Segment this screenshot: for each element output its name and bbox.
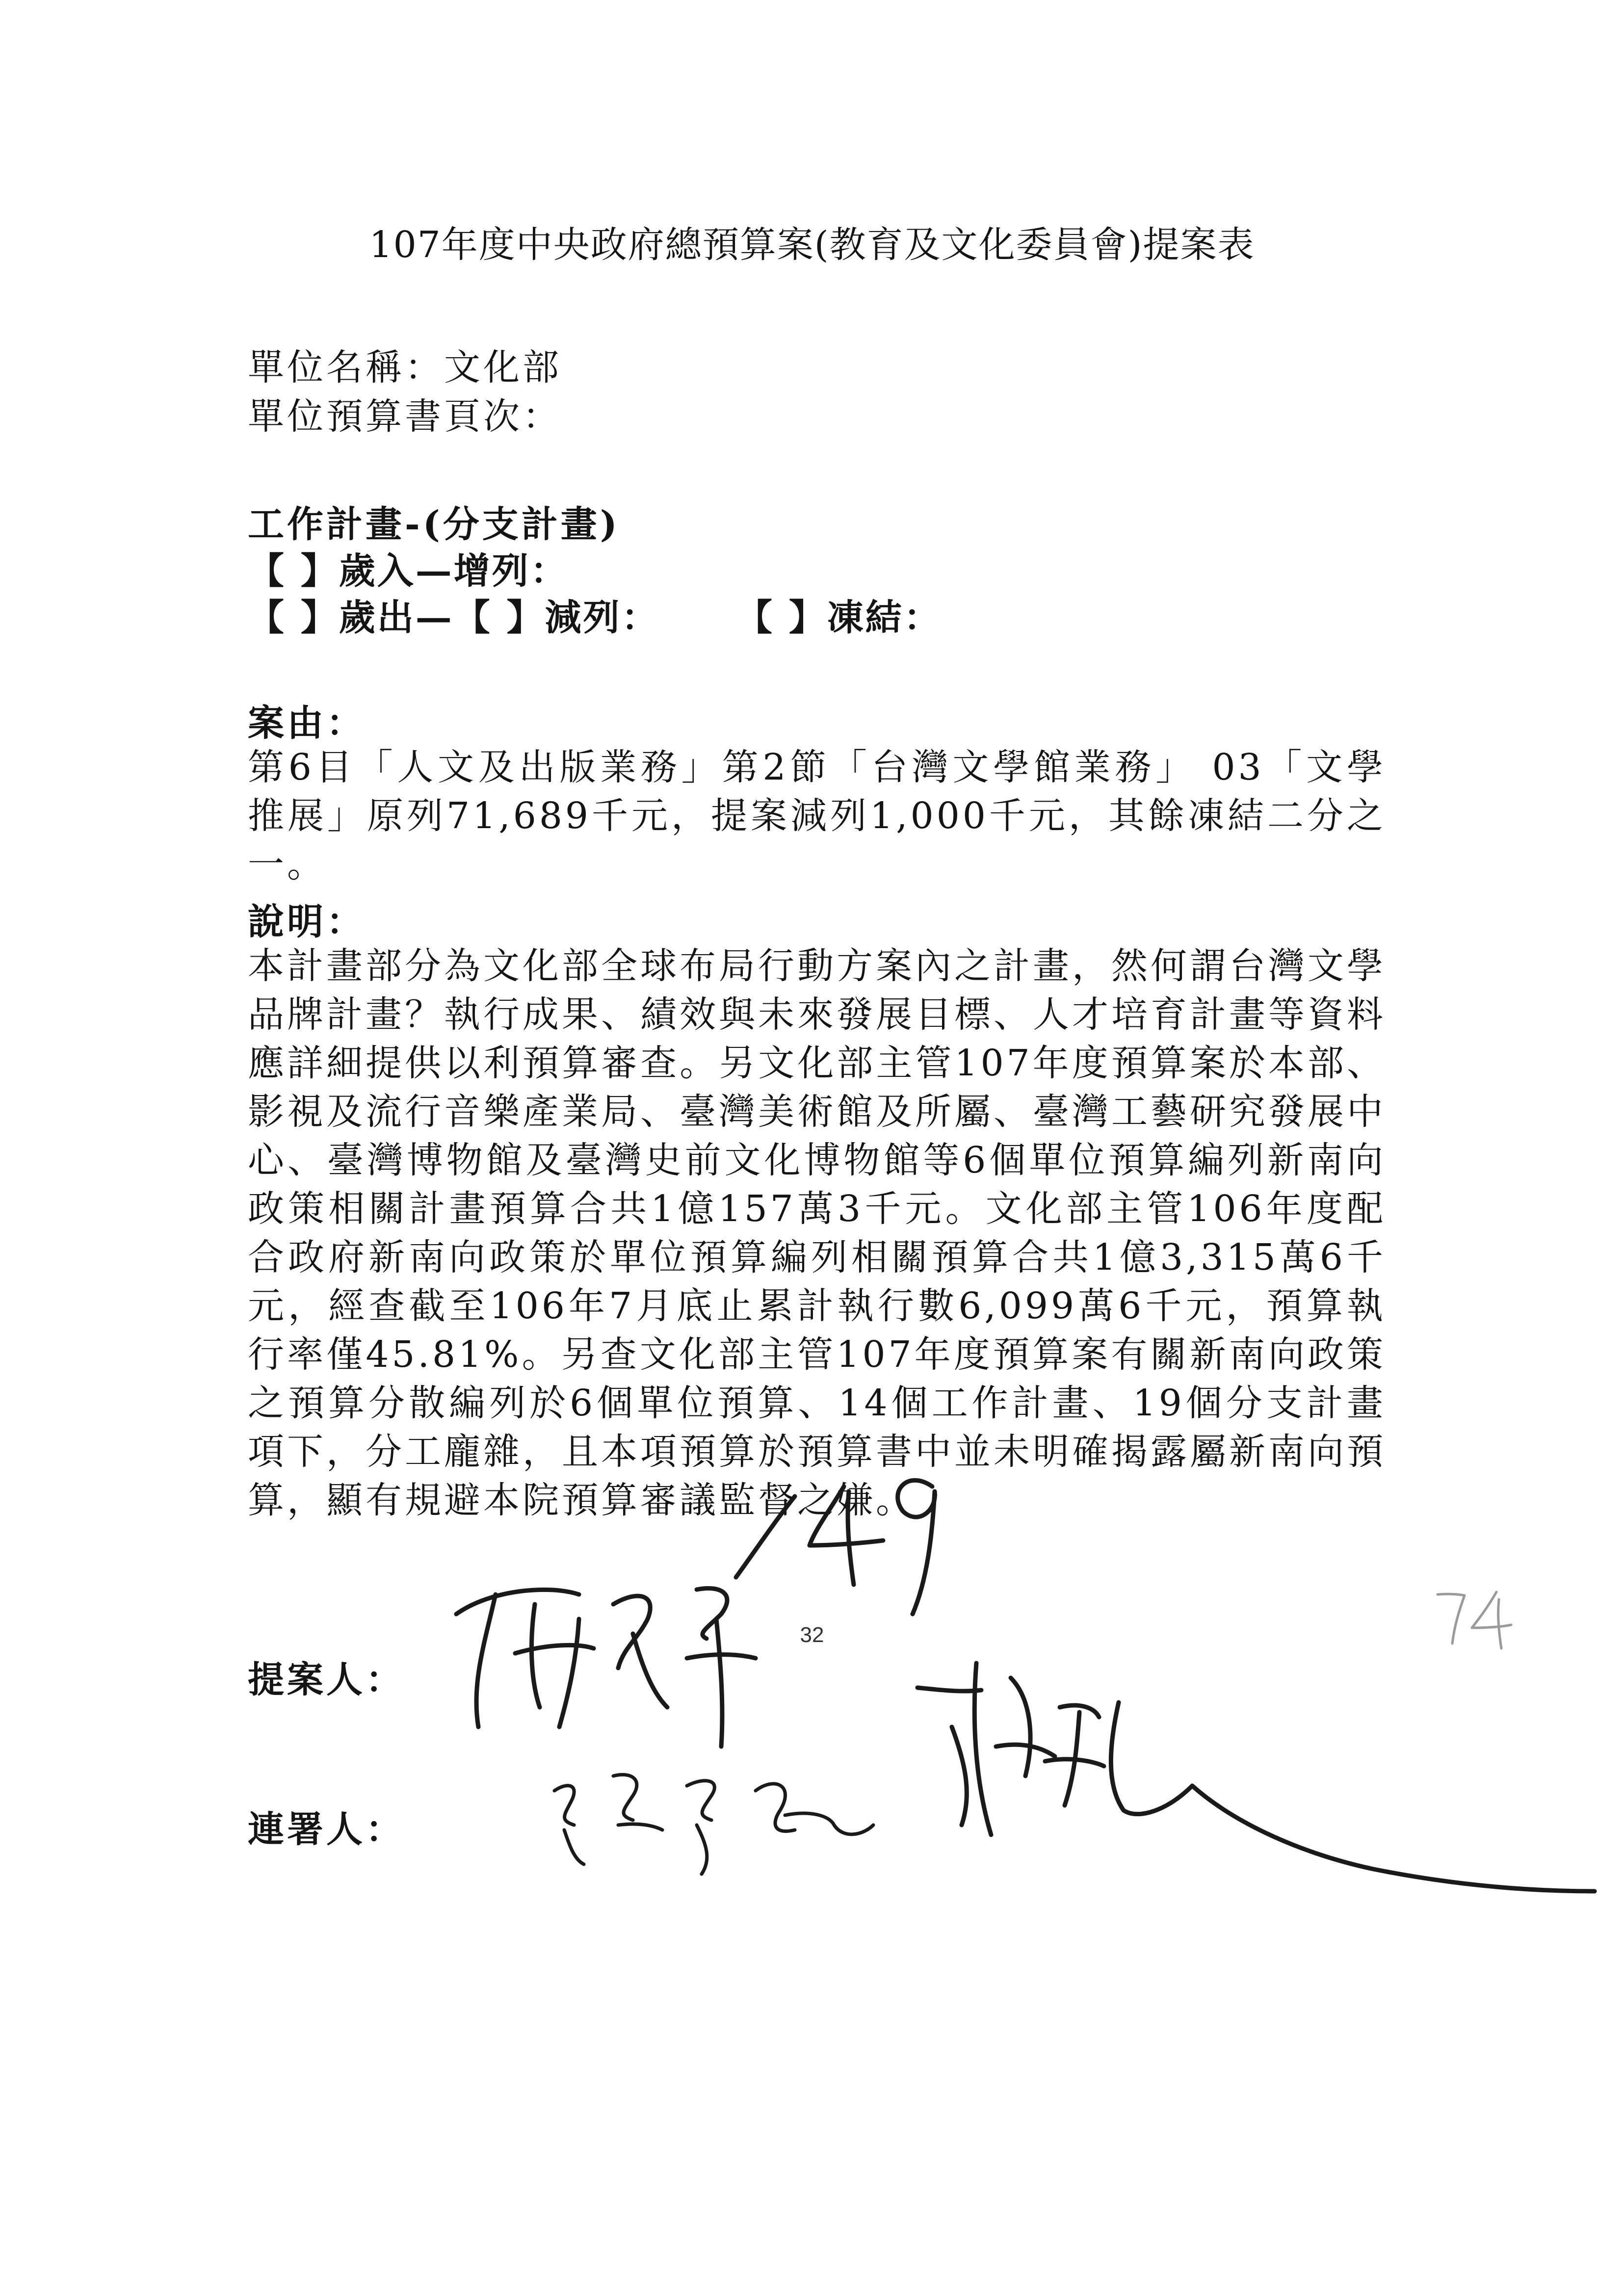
reason-heading: 案由： (248, 702, 366, 744)
freeze-line: 【 】凍結： (736, 597, 942, 639)
proposer-label: 提案人： (248, 1659, 405, 1701)
proposer-signature (456, 1588, 756, 1747)
explanation-heading: 說明： (248, 901, 366, 943)
reason-text: 第6目「人文及出版業務」第2節「台灣文學館業務」 03「文學推展」原列71,689千元，提案減列1,000千元，其餘凍結二分之一。 (248, 746, 1386, 886)
cosigner-label: 連署人： (248, 1808, 405, 1851)
document-title: 107年度中央政府總預算案(教育及文化委員會)提案表 (369, 224, 1255, 266)
work-plan-heading: 工作計畫-(分支計畫) (248, 503, 620, 546)
revenue-line: 【 】歲入—增列： (248, 550, 569, 592)
page-number: 32 (800, 1623, 824, 1647)
cosigner-signature-1 (554, 1774, 873, 1874)
expenditure-line: 【 】歲出—【 】減列： (248, 597, 660, 639)
budget-page-field: 單位預算書頁次： (248, 395, 562, 438)
unit-name: 單位名稱：文化部 (248, 346, 562, 389)
explanation-text: 本計畫部分為文化部全球布局行動方案內之計畫，然何謂台灣文學品牌計畫？執行成果、績效與未來發展目標、人才培育計畫等資料應詳細提供以利預算審查。另文化部主管107年度預算案於本部、影視及流行音樂產業局、臺灣美術館及所屬、臺灣工藝研究發展中心、臺灣博物館及臺灣史前文化博物館等6個單位預算編列新南向政策相關計畫預算合共1億157萬3千元。文化部主管106年度配合政府新南向政策於單位預算編列相關預算合共1億3,315萬6千元，經查截至106年7月底止累計執行數6,099萬6千元，預算執行率僅45.81%。另查文化部主管107年度預算案有關新南向政策之預算分散編列於6個單位預算、14個工作計畫、19個分支計畫項下，分工龐雜，且本項預算於預算書中並未明確揭露屬新南向預算，顯有規避本院預算審議監督之嫌。 (248, 945, 1386, 1521)
handwritten-page-149 (736, 1480, 935, 1614)
cosigner-signature-2 (917, 1663, 1595, 1891)
